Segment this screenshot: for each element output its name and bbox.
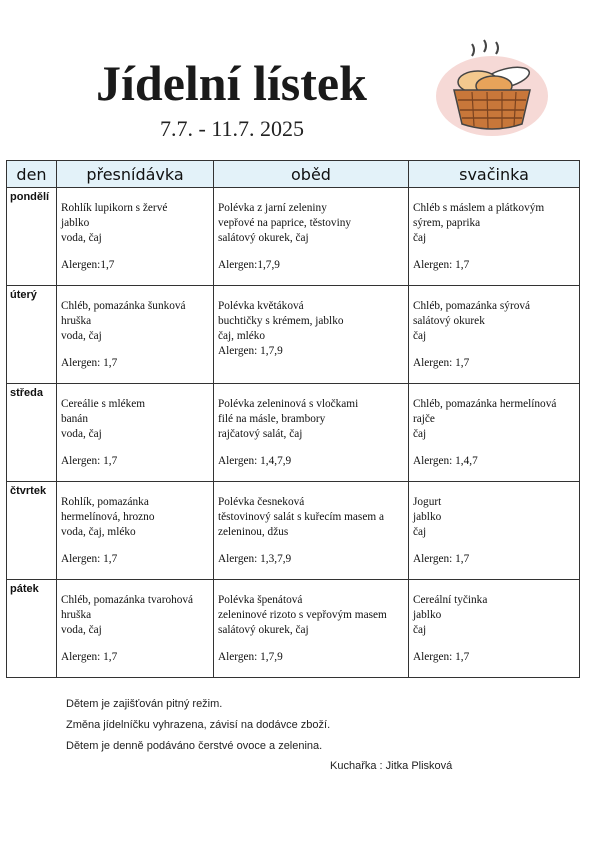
- table-row: [7, 188, 580, 286]
- meal-line: sýrem, paprika: [413, 217, 481, 229]
- allergen-info: Alergen: 1,7: [61, 553, 118, 565]
- meal-line: čaj: [413, 330, 427, 342]
- signature: Kuchařka : Jitka Plisková: [330, 760, 453, 772]
- meal-line: voda, čaj: [61, 330, 102, 342]
- day-label: středa: [7, 384, 57, 482]
- lunch-cell: [214, 286, 409, 384]
- meal-line: voda, čaj: [61, 624, 102, 636]
- meal-line: voda, čaj, mléko: [61, 526, 136, 538]
- meal-line: Chléb, pomazánka sýrová: [413, 300, 531, 312]
- meal-line: Chléb, pomazánka tvarohová: [61, 594, 194, 606]
- meal-line: voda, čaj: [61, 232, 102, 244]
- meal-line: rajče: [413, 413, 435, 425]
- header-snack: přesnídávka: [57, 161, 214, 188]
- allergen-info: Alergen:1,7: [61, 259, 115, 271]
- header-lunch: oběd: [214, 161, 409, 188]
- meal-line: čaj: [413, 232, 427, 244]
- afternoon-snack-cell: [409, 482, 580, 580]
- notes: [66, 698, 330, 761]
- meal-line: voda, čaj: [61, 428, 102, 440]
- allergen-info: Alergen: 1,7,9: [218, 651, 283, 663]
- lunch-cell: [214, 580, 409, 678]
- note-fruit: Dětem je denně podáváno čerstvé ovoce a zelenina.: [66, 740, 323, 752]
- allergen-info: Alergen: 1,7: [61, 651, 118, 663]
- meal-line: salátový okurek, čaj: [218, 624, 309, 636]
- meal-line: salátový okurek: [413, 315, 485, 327]
- meal-line: jablko: [413, 609, 442, 621]
- meal-line: čaj: [413, 624, 427, 636]
- meal-line: Rohlík, pomazánka: [61, 496, 149, 508]
- day-label: pátek: [7, 580, 57, 678]
- table-row: [7, 286, 580, 384]
- meal-line: Polévka zeleninová s vločkami: [218, 398, 359, 410]
- lunch-cell: [214, 188, 409, 286]
- meal-line: zeleninou, džus: [218, 526, 289, 538]
- note-drinking: Dětem je zajišťován pitný režim.: [66, 698, 223, 710]
- allergen-info: Alergen: 1,4,7,9: [218, 455, 292, 467]
- snack-cell: [57, 580, 214, 678]
- afternoon-snack-cell: [409, 384, 580, 482]
- meal-line: Polévka z jarní zeleniny: [218, 202, 327, 214]
- meal-line: Chléb s máslem a plátkovým: [413, 202, 545, 214]
- meal-line: Chléb, pomazánka hermelínová: [413, 398, 557, 410]
- table-row: [7, 580, 580, 678]
- meal-line: hruška: [61, 315, 92, 327]
- snack-cell: [57, 286, 214, 384]
- meal-line: filé na másle, brambory: [218, 413, 326, 425]
- meal-line: čaj, mléko: [218, 330, 266, 342]
- day-label: pondělí: [7, 188, 57, 286]
- meal-line: jablko: [61, 217, 90, 229]
- afternoon-snack-cell: [409, 188, 580, 286]
- allergen-info: Alergen: 1,7: [61, 357, 118, 369]
- lunch-cell: [214, 384, 409, 482]
- meal-line: Cereální tyčinka: [413, 594, 488, 606]
- meal-line: hermelínová, hrozno: [61, 511, 155, 523]
- meal-line: čaj: [413, 428, 427, 440]
- snack-cell: [57, 188, 214, 286]
- meal-line: Polévka špenátová: [218, 594, 303, 606]
- allergen-info: Alergen:1,7,9: [218, 259, 280, 271]
- table-row: [7, 384, 580, 482]
- page-title: Jídelní lístek: [96, 55, 367, 111]
- meal-line: Cereálie s mlékem: [61, 398, 146, 410]
- meal-line: vepřové na paprice, těstoviny: [218, 217, 352, 229]
- allergen-info: Alergen: 1,4,7: [413, 455, 478, 467]
- meal-line: Jogurt: [413, 496, 442, 508]
- header-day: den: [7, 161, 57, 188]
- afternoon-snack-cell: [409, 580, 580, 678]
- meal-line: hruška: [61, 609, 92, 621]
- snack-cell: [57, 482, 214, 580]
- meal-line: rajčatový salát, čaj: [218, 428, 303, 440]
- date-range: 7.7. - 11.7. 2025: [160, 116, 305, 141]
- afternoon-snack-cell: [409, 286, 580, 384]
- snack-cell: [57, 384, 214, 482]
- meal-line: Rohlík lupikorn s žervé: [61, 202, 168, 214]
- day-label: úterý: [7, 286, 57, 384]
- allergen-info: Alergen: 1,7: [413, 357, 470, 369]
- lunch-cell: [214, 482, 409, 580]
- allergen-info: Alergen: 1,3,7,9: [218, 553, 292, 565]
- meal-line: Alergen: 1,7,9: [218, 345, 283, 357]
- meal-line: jablko: [413, 511, 442, 523]
- day-label: čtvrtek: [7, 482, 57, 580]
- meal-line: banán: [61, 413, 88, 425]
- header-afternoon-snack: svačinka: [409, 161, 580, 188]
- table-row: [7, 482, 580, 580]
- allergen-info: Alergen: 1,7: [413, 259, 470, 271]
- table-header-row: [7, 161, 580, 188]
- meal-line: Polévka česneková: [218, 496, 305, 508]
- meal-line: salátový okurek, čaj: [218, 232, 309, 244]
- menu-table: [6, 160, 580, 678]
- allergen-info: Alergen: 1,7: [61, 455, 118, 467]
- meal-line: buchtičky s krémem, jablko: [218, 315, 344, 327]
- meal-line: těstovinový salát s kuřecím masem a: [218, 511, 384, 523]
- allergen-info: Alergen: 1,7: [413, 553, 470, 565]
- meal-line: zeleninové rizoto s vepřovým masem: [218, 609, 387, 621]
- bread-basket-icon: [432, 38, 550, 138]
- meal-line: Polévka květáková: [218, 300, 304, 312]
- meal-line: Chléb, pomazánka šunková: [61, 300, 186, 312]
- note-menu-change: Změna jídelníčku vyhrazena, závisí na dodávce zboží.: [66, 719, 331, 731]
- meal-line: čaj: [413, 526, 427, 538]
- allergen-info: Alergen: 1,7: [413, 651, 470, 663]
